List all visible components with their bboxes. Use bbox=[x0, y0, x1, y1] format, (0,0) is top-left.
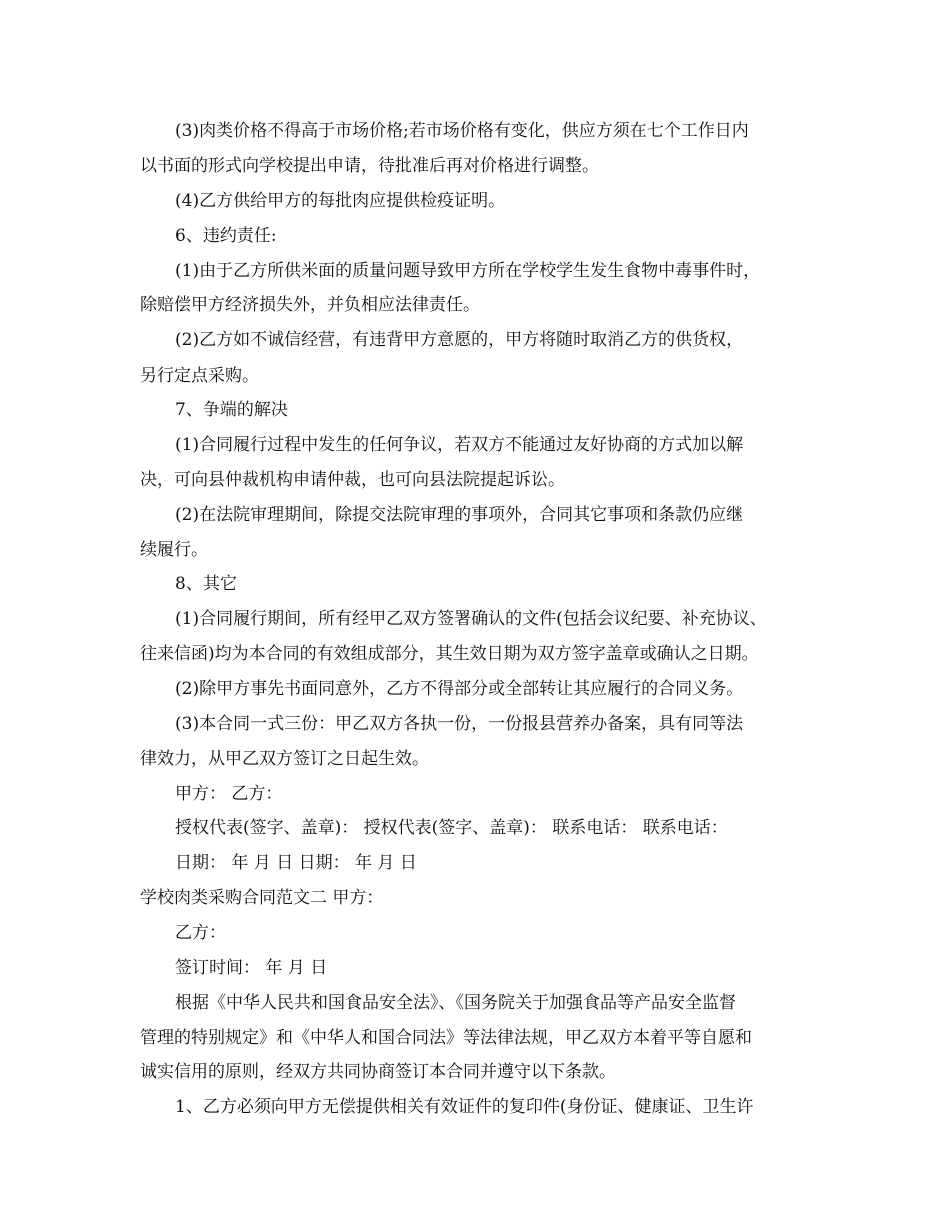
text-line: 根据《中华人民共和国食品安全法》、《国务院关于加强食品等产品安全监督 bbox=[175, 993, 736, 1013]
text-line: 另行定点采购。 bbox=[140, 366, 259, 386]
text-line: (2)在法院审理期间，除提交法院审理的事项外，合同其它事项和条款仍应继 bbox=[175, 505, 744, 525]
section-heading: 7、争端的解决 bbox=[175, 400, 288, 420]
document-subtitle: 学校肉类采购合同范文二 甲方： bbox=[140, 888, 384, 908]
text-line: 往来信函)均为本合同的有效组成部分，其生效日期为双方签字盖章或确认之日期。 bbox=[140, 644, 759, 664]
text-line: (3)本合同一式三份：甲乙双方各执一份，一份报县营养办备案，具有同等法 bbox=[175, 714, 744, 734]
signing-date-line: 签订时间： 年 月 日 bbox=[175, 958, 328, 978]
text-line: (2)除甲方事先书面同意外，乙方不得部分或全部转让其应履行的合同义务。 bbox=[175, 679, 744, 699]
text-line: (2)乙方如不诚信经营，有违背甲方意愿的，甲方将随时取消乙方的供货权， bbox=[175, 330, 744, 350]
text-line: (1)由于乙方所供米面的质量问题导致甲方所在学校学生发生食物中毒事件时， bbox=[175, 261, 761, 281]
text-line: 1、乙方必须向甲方无偿提供相关有效证件的复印件(身份证、健康证、卫生许 bbox=[175, 1097, 754, 1117]
text-line: (1)合同履行过程中发生的任何争议，若双方不能通过友好协商的方式加以解 bbox=[175, 435, 744, 455]
text-line: 除赔偿甲方经济损失外，并负相应法律责任。 bbox=[140, 295, 480, 315]
signature-parties: 甲方： 乙方： bbox=[175, 784, 283, 804]
text-line: 诚实信用的原则，经双方共同协商签订本合同并遵守以下条款。 bbox=[140, 1062, 616, 1082]
section-heading: 6、违约责任: bbox=[175, 226, 277, 246]
text-line: (3)肉类价格不得高于市场价格;若市场价格有变化，供应方须在七个工作日内 bbox=[175, 121, 749, 141]
text-line: 以书面的形式向学校提出申请，待批准后再对价格进行调整。 bbox=[140, 156, 599, 176]
text-line: 律效力，从甲乙双方签订之日起生效。 bbox=[140, 749, 429, 769]
party-b-line: 乙方： bbox=[175, 923, 226, 943]
signature-dates: 日期： 年 月 日 日期： 年 月 日 bbox=[175, 853, 417, 873]
text-line: (4)乙方供给甲方的每批肉应提供检疫证明。 bbox=[175, 191, 506, 211]
section-heading: 8、其它 bbox=[175, 574, 237, 594]
text-line: 决，可向县仲裁机构申请仲裁，也可向县法院提起诉讼。 bbox=[140, 470, 565, 490]
text-line: 管理的特别规定》和《中华人和国合同法》等法律法规，甲乙双方本着平等自愿和 bbox=[140, 1028, 752, 1048]
text-line: (1)合同履行期间，所有经甲乙双方签署确认的文件(包括会议纪要、补充协议、 bbox=[175, 609, 767, 629]
text-line: 续履行。 bbox=[140, 540, 208, 560]
signature-representatives: 授权代表(签字、盖章)： 授权代表(签字、盖章)： 联系电话： 联系电话： bbox=[175, 818, 728, 838]
